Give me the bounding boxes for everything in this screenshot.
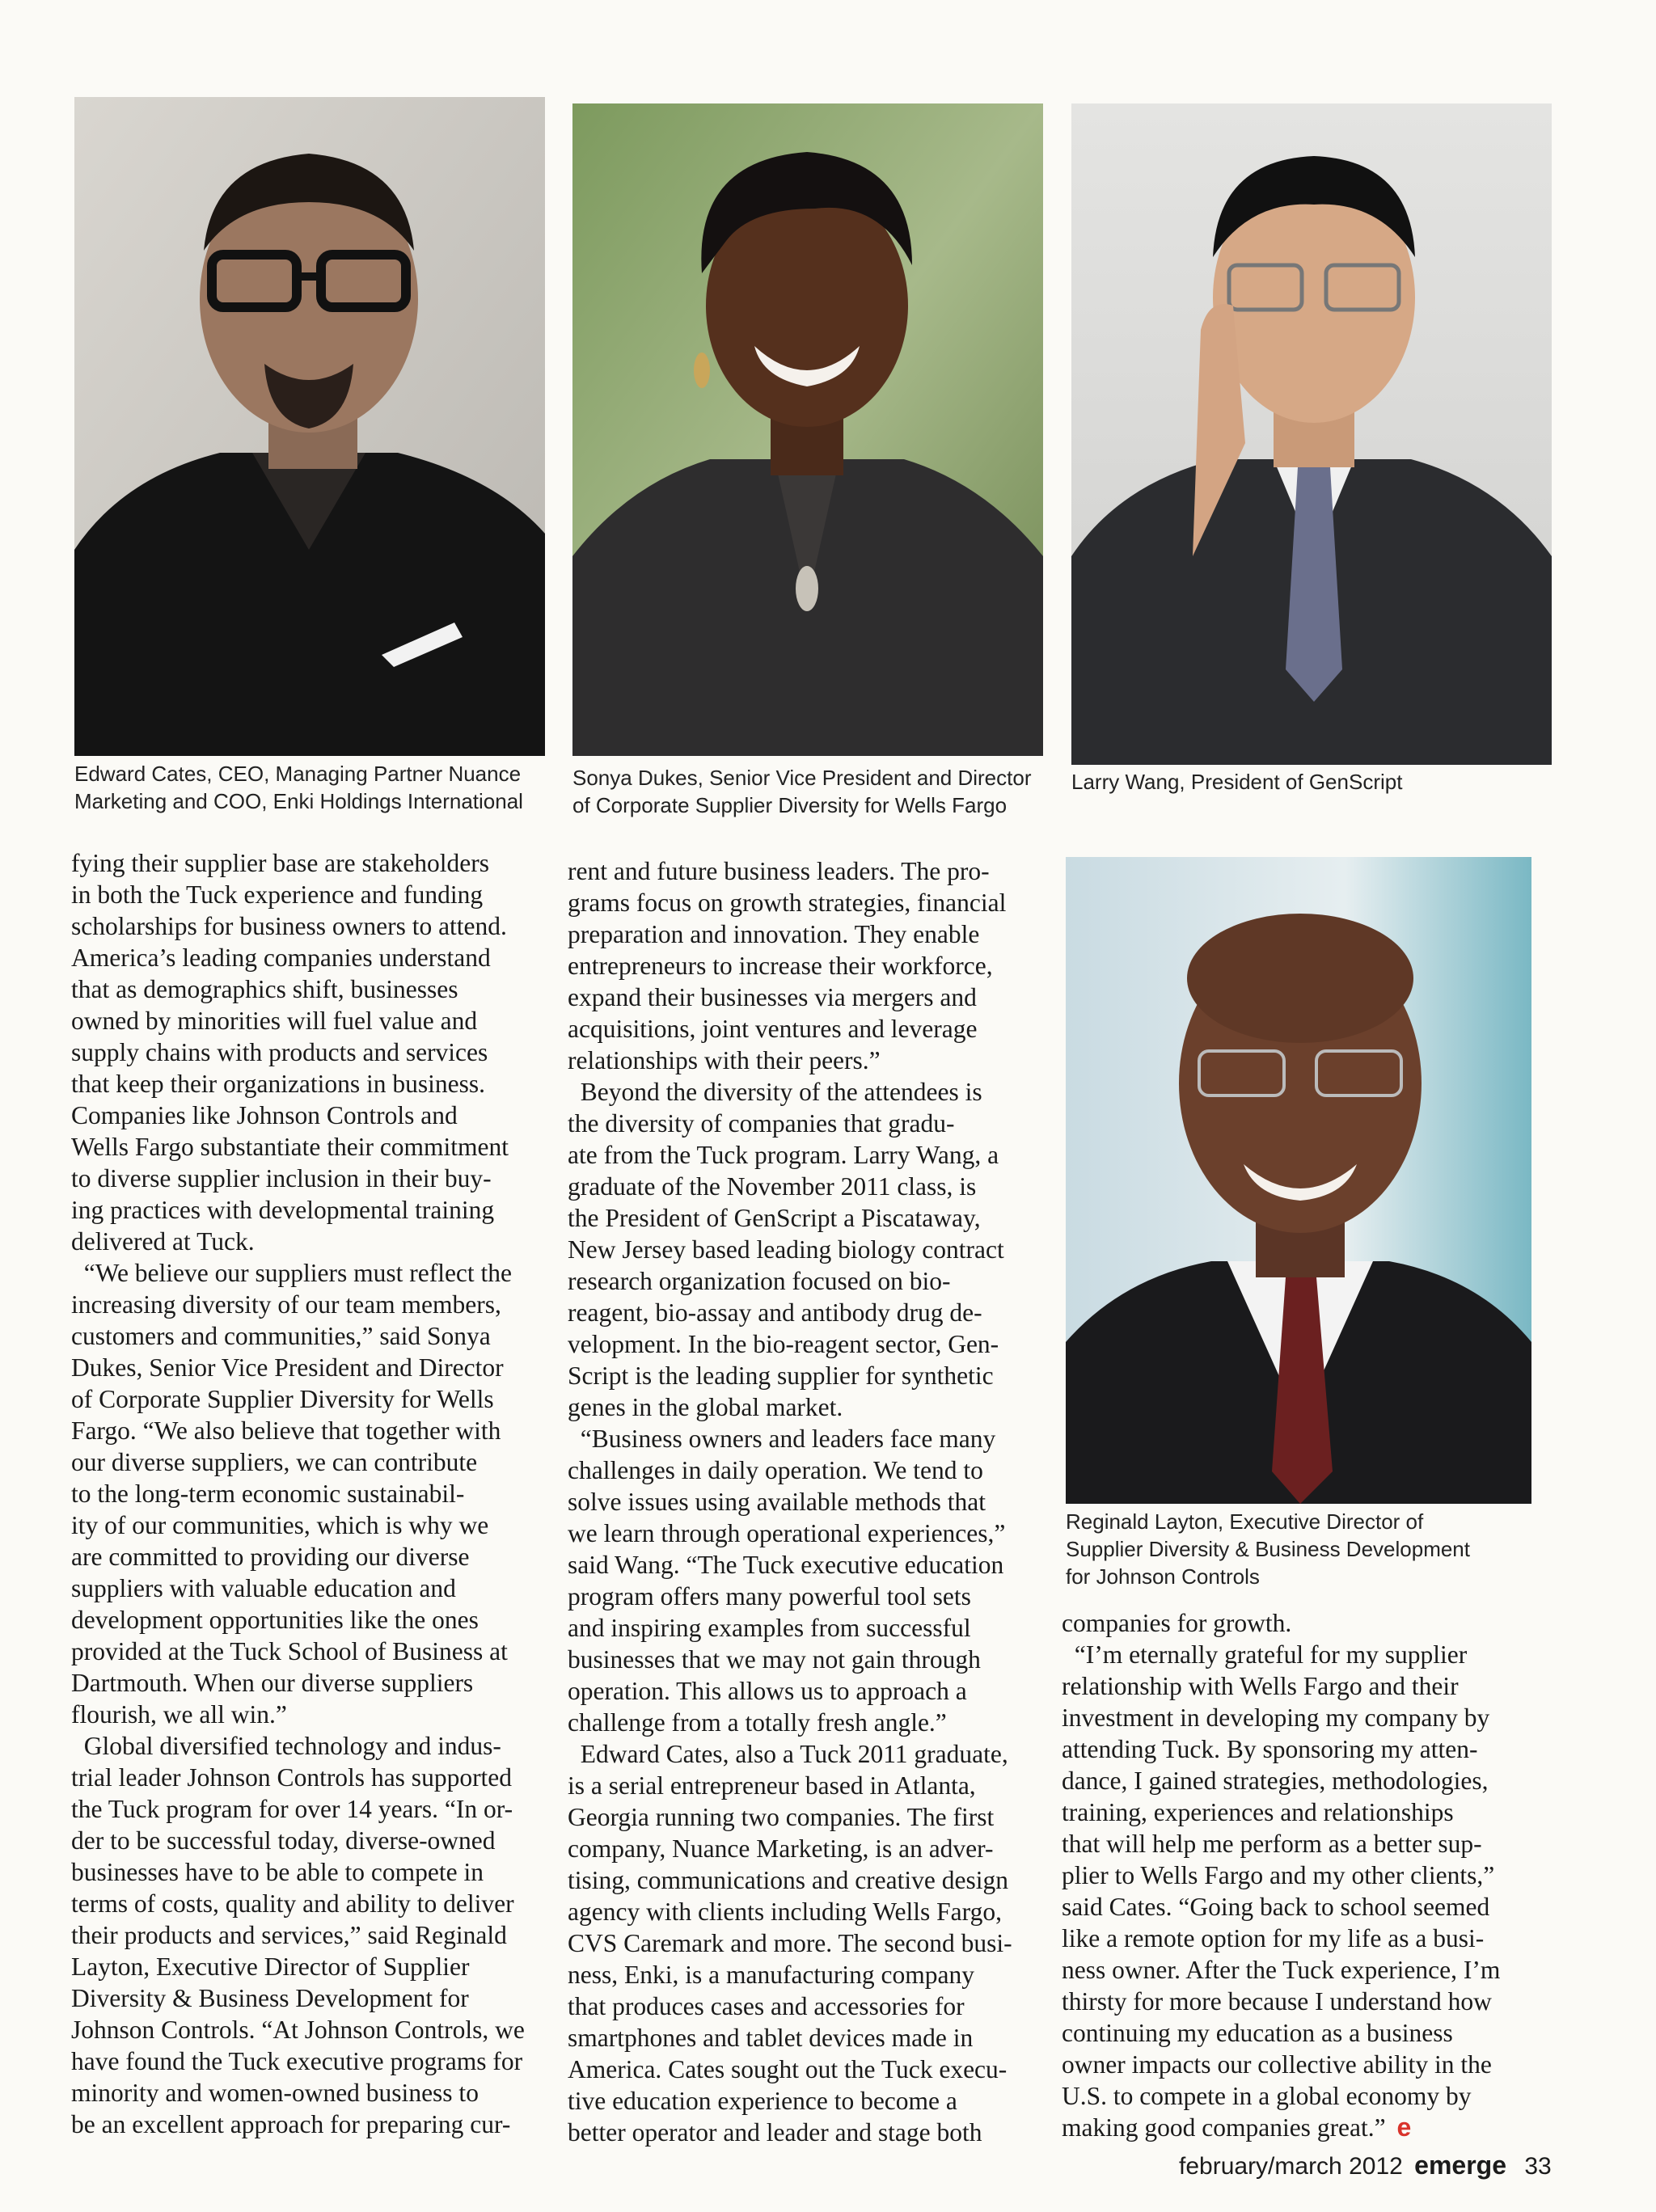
photo-larry-wang [1071, 103, 1552, 765]
article-line: ness owner. After the Tuck experience, I’m [1062, 1956, 1501, 1984]
article-line: ness, Enki, is a manufacturing company [568, 1961, 975, 1989]
article-line: Global diversified technology and indus- [71, 1732, 501, 1760]
article-line: to diverse supplier inclusion in their buy- [71, 1164, 492, 1193]
article-line: terms of costs, quality and ability to deliver [71, 1889, 514, 1918]
article-line: their products and services,” said Reginald [71, 1921, 507, 1949]
article-line: dance, I gained strategies, methodologies, [1062, 1767, 1489, 1795]
article-line: said Wang. “The Tuck executive education [568, 1551, 1004, 1579]
article-line: “Business owners and leaders face many [568, 1425, 996, 1453]
photo-edward-cates [74, 97, 545, 756]
caption-larry-wang: Larry Wang, President of GenScript [1071, 770, 1403, 794]
article-line: Layton, Executive Director of Supplier [71, 1952, 470, 1981]
article-line: research organization focused on bio- [568, 1267, 951, 1295]
article-line: U.S. to compete in a global economy by [1062, 2082, 1472, 2110]
article-line: training, experiences and relationships [1062, 1798, 1454, 1826]
article-line: flourish, we all win.” [71, 1700, 287, 1729]
article-line: relationship with Wells Fargo and their [1062, 1672, 1459, 1700]
photo-reginald-layton [1066, 857, 1531, 1504]
article-line: we learn through operational experiences,” [568, 1519, 1006, 1547]
portrait-sonya-dukes [572, 103, 1043, 756]
issue-date: february/march 2012 [1179, 2153, 1403, 2180]
article-line: acquisitions, joint ventures and leverage [568, 1015, 978, 1043]
article-line: the diversity of companies that gradu- [568, 1109, 955, 1138]
article-line: Diversity & Business Development for [71, 1984, 469, 2012]
article-line: CVS Caremark and more. The second busi- [568, 1929, 1012, 1957]
article-line: suppliers with valuable education and [71, 1574, 456, 1602]
article-line: are committed to providing our diverse [71, 1543, 470, 1571]
article-line: expand their businesses via mergers and [568, 983, 977, 1011]
article-line: ity of our communities, which is why we [71, 1511, 489, 1539]
article-line: attending Tuck. By sponsoring my atten- [1062, 1735, 1478, 1763]
article-line: businesses have to be able to compete in [71, 1858, 484, 1886]
article-line: ing practices with developmental training [71, 1196, 495, 1224]
article-line: Johnson Controls. “At Johnson Controls, we [71, 2016, 525, 2044]
portrait-larry-wang [1071, 103, 1552, 765]
article-line: solve issues using available methods that [568, 1488, 986, 1516]
magazine-name: emerge [1414, 2151, 1506, 2180]
article-line: velopment. In the bio-reagent sector, Gen- [568, 1330, 999, 1358]
article-line: be an excellent approach for preparing cur- [71, 2110, 511, 2138]
article-line: companies for growth. [1062, 1609, 1292, 1637]
article-line: Fargo. “We also believe that together with [71, 1416, 501, 1445]
article-line: provided at the Tuck School of Business at [71, 1637, 508, 1665]
article-line: minority and women-owned business to [71, 2079, 479, 2107]
portrait-edward-cates [74, 97, 545, 756]
article-line: Georgia running two companies. The first [568, 1803, 995, 1831]
article-line: supply chains with products and services [71, 1038, 488, 1066]
article-line: challenges in daily operation. We tend to [568, 1456, 983, 1484]
article-line: that keep their organizations in business. [71, 1070, 486, 1098]
article-column-2 [568, 855, 1012, 2148]
article-line: agency with clients including Wells Fargo, [568, 1898, 1002, 1926]
article-line: plier to Wells Fargo and my other clients,” [1062, 1861, 1495, 1889]
article-line: that produces cases and accessories for [568, 1992, 965, 2020]
caption-reginald-layton: Reginald Layton, Executive Director of Supplier Diversity & Business Development for Johnson Controls [1066, 1509, 1470, 1589]
article-column-3 [1062, 1607, 1500, 2143]
article-line: company, Nuance Marketing, is an adver- [568, 1834, 994, 1863]
article-line: is a serial entrepreneur based in Atlanta, [568, 1771, 976, 1800]
article-line: New Jersey based leading biology contract [568, 1235, 1004, 1264]
article-line: Edward Cates, also a Tuck 2011 graduate, [568, 1740, 1008, 1768]
article-line: development opportunities like the ones [71, 1606, 479, 1634]
article-line: ate from the Tuck program. Larry Wang, a [568, 1141, 999, 1169]
article-line: preparation and innovation. They enable [568, 920, 980, 948]
article-line: like a remote option for my life as a busi- [1062, 1924, 1485, 1952]
article-line: trial leader Johnson Controls has supported [71, 1763, 513, 1792]
article-line: “I’m eternally grateful for my supplier [1062, 1640, 1468, 1669]
article-line: to the long-term economic sustainabil- [71, 1480, 465, 1508]
article-line: Beyond the diversity of the attendees is [568, 1078, 982, 1106]
article-line: smartphones and tablet devices made in [568, 2024, 974, 2052]
article-line: Companies like Johnson Controls and [71, 1101, 458, 1129]
article-line: genes in the global market. [568, 1393, 843, 1421]
article-line: operation. This allows us to approach a [568, 1677, 967, 1705]
article-line: der to be successful today, diverse-owned [71, 1826, 496, 1855]
article-line: tising, communications and creative design [568, 1866, 1008, 1894]
article-line: program offers many powerful tool sets [568, 1582, 971, 1610]
article-line: increasing diversity of our team members, [71, 1290, 501, 1319]
article-line: have found the Tuck executive programs for [71, 2047, 523, 2075]
article-line: continuing my education as a business [1062, 2019, 1453, 2047]
article-line: Dartmouth. When our diverse suppliers [71, 1669, 474, 1697]
article-line: customers and communities,” said Sonya [71, 1322, 491, 1350]
portrait-reginald-layton [1066, 857, 1531, 1504]
article-line: businesses that we may not gain through [568, 1645, 981, 1674]
page-number: 33 [1524, 2153, 1552, 2180]
article-line: in both the Tuck experience and funding [71, 880, 484, 909]
article-line: our diverse suppliers, we can contribute [71, 1448, 478, 1476]
article-line: the Tuck program for over 14 years. “In or- [71, 1795, 513, 1823]
caption-edward-cates: Edward Cates, CEO, Managing Partner Nuance Marketing and COO, Enki Holdings International [74, 762, 523, 813]
article-line: Dukes, Senior Vice President and Director [71, 1353, 504, 1382]
article-line: that will help me perform as a better sup- [1062, 1830, 1482, 1858]
article-line: America’s leading companies understand [71, 943, 491, 972]
article-line: and inspiring examples from successful [568, 1614, 971, 1642]
article-line: scholarships for business owners to attend. [71, 912, 507, 940]
article-line: that as demographics shift, businesses [71, 975, 458, 1003]
article-line: thirsty for more because I understand how [1062, 1987, 1492, 2016]
article-line: the President of GenScript a Piscataway, [568, 1204, 981, 1232]
article-line: reagent, bio-assay and antibody drug de- [568, 1298, 982, 1327]
article-line: better operator and leader and stage both [568, 2118, 982, 2147]
article-line: owned by minorities will fuel value and [71, 1007, 478, 1035]
article-line: making good companies great.” e [1062, 2113, 1412, 2142]
article-line: Wells Fargo substantiate their commitment [71, 1133, 509, 1161]
article-line: rent and future business leaders. The pro- [568, 857, 990, 885]
article-line: “We believe our suppliers must reflect the [71, 1259, 513, 1287]
article-line: investment in developing my company by [1062, 1703, 1490, 1732]
article-column-1 [71, 847, 525, 2140]
page-footer [1179, 2151, 1552, 2180]
article-line: challenge from a totally fresh angle.” [568, 1708, 947, 1737]
article-line: Script is the leading supplier for synthetic [568, 1361, 994, 1390]
article-line: entrepreneurs to increase their workforce, [568, 952, 993, 980]
article-line: of Corporate Supplier Diversity for Wells [71, 1385, 494, 1413]
article-line: relationships with their peers.” [568, 1046, 881, 1074]
article-line: America. Cates sought out the Tuck execu- [568, 2055, 1008, 2083]
caption-sonya-dukes: Sonya Dukes, Senior Vice President and Director of Corporate Supplier Diversity for Wells Fargo [572, 766, 1032, 817]
article-line: delivered at Tuck. [71, 1227, 255, 1256]
article-line: owner impacts our collective ability in the [1062, 2050, 1492, 2079]
article-line: grams focus on growth strategies, financial [568, 889, 1007, 917]
article-line: said Cates. “Going back to school seemed [1062, 1893, 1490, 1921]
article-line: graduate of the November 2011 class, is [568, 1172, 977, 1201]
article-line: fying their supplier base are stakeholders [71, 849, 489, 877]
photo-sonya-dukes [572, 103, 1043, 756]
article-line: tive education experience to become a [568, 2087, 957, 2115]
end-of-article-mark: e [1396, 2113, 1412, 2142]
